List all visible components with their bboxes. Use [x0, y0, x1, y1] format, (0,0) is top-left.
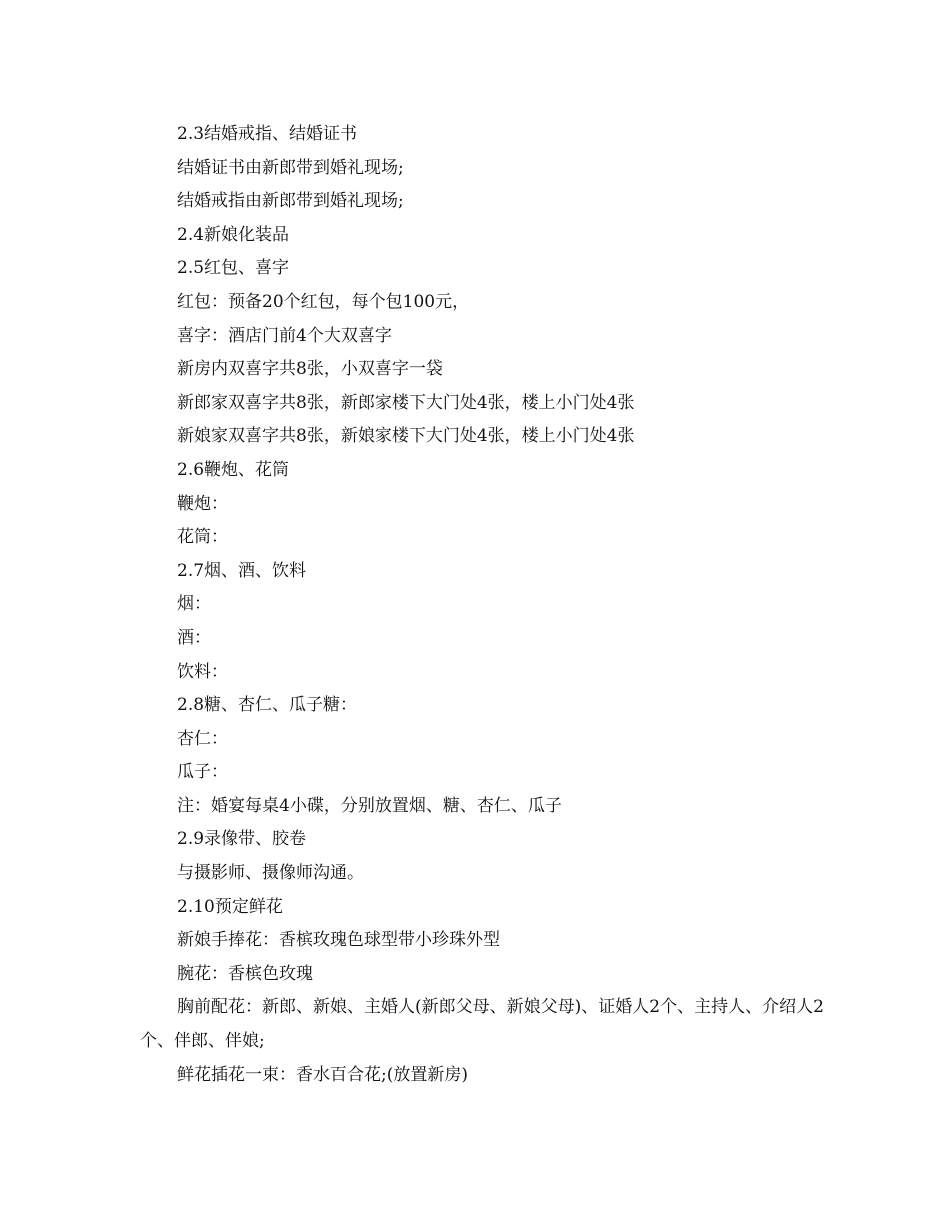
section-heading-firecrackers: 2.6鞭炮、花筒	[177, 459, 290, 480]
text-line: 新娘手捧花：香槟玫瑰色球型带小珍珠外型	[177, 930, 500, 951]
text-line: 鞭炮：	[177, 493, 228, 514]
text-line: 红包：预备20个红包，每个包100元，	[177, 291, 470, 312]
text-line: 喜字：酒店门前4个大双喜字	[177, 325, 392, 346]
text-line: 杏仁：	[177, 728, 228, 749]
text-line: 结婚证书由新郎带到婚礼现场;	[177, 157, 404, 178]
text-line: 与摄影师、摄像师沟通。	[177, 863, 364, 884]
section-heading-candy: 2.8糖、杏仁、瓜子糖：	[177, 695, 358, 716]
section-heading-flowers: 2.10预定鲜花	[177, 896, 283, 917]
section-heading-red-envelopes: 2.5红包、喜字	[177, 258, 290, 279]
text-line: 腕花：香槟色玫瑰	[177, 963, 313, 984]
text-line: 烟：	[177, 594, 211, 615]
section-heading-drinks: 2.7烟、酒、饮料	[177, 560, 307, 581]
note-line: 注：婚宴每桌4小碟，分别放置烟、糖、杏仁、瓜子	[177, 795, 562, 816]
text-line: 结婚戒指由新郎带到婚礼现场;	[177, 191, 404, 212]
section-heading-rings-certificate: 2.3结婚戒指、结婚证书	[177, 124, 358, 144]
text-line: 瓜子：	[177, 762, 228, 783]
text-line: 新娘家双喜字共8张，新娘家楼下大门处4张，楼上小门处4张	[177, 426, 635, 447]
corsage-paragraph: 胸前配花：新郎、新娘、主婚人(新郎父母、新娘父母)、证婚人2个、主持人、介绍人2个、伴郎、伴娘;	[140, 997, 824, 1052]
document-body	[140, 118, 830, 1092]
text-line: 饮料：	[177, 661, 228, 682]
text-line: 新郎家双喜字共8张，新郎家楼下大门处4张，楼上小门处4张	[177, 392, 635, 413]
text-line: 鲜花插花一束：香水百合花;(放置新房)	[177, 1064, 468, 1085]
section-heading-video: 2.9录像带、胶卷	[177, 829, 307, 850]
section-heading-cosmetics: 2.4新娘化装品	[177, 224, 290, 245]
text-line: 花筒：	[177, 527, 228, 548]
text-line: 新房内双喜字共8张，小双喜字一袋	[177, 359, 443, 380]
text-line: 酒：	[177, 627, 211, 648]
